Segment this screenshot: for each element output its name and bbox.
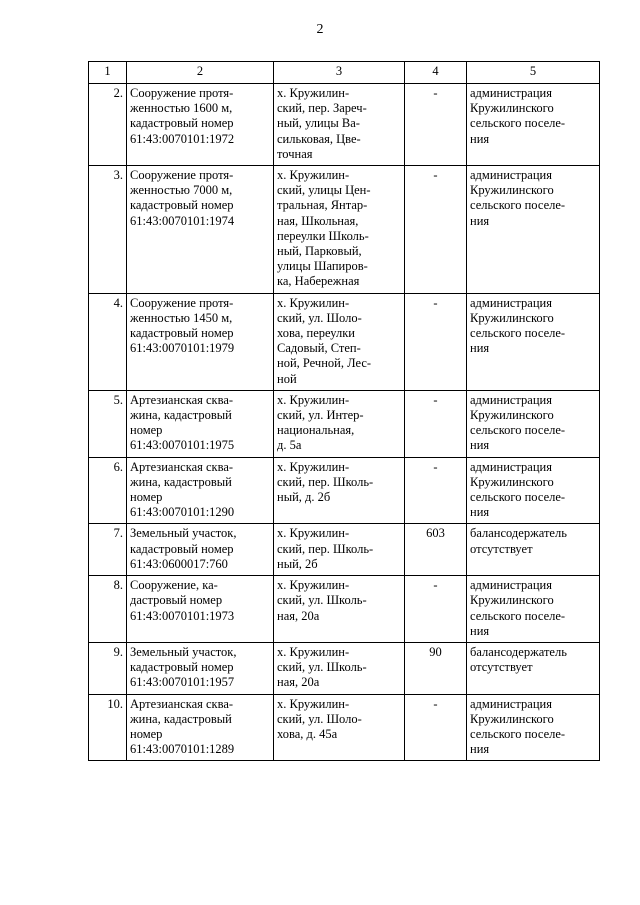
balance-holder-cell: администрация Кружилинского сельского поселе- ния [467,457,600,524]
header-col-5: 5 [467,62,600,84]
object-name-cell: Земельный участок, кадастровый номер 61:43:0070101:1957 [127,642,274,694]
table-row [89,390,600,457]
object-name-cell: Сооружение протя- женностью 1600 м, кадастровый номер 61:43:0070101:1972 [127,84,274,166]
object-name-cell: Артезианская сква- жина, кадастровый номер 61:43:0070101:1975 [127,390,274,457]
table-row [89,576,600,643]
object-area-cell: - [405,576,467,643]
object-name-cell: Сооружение протя- женностью 7000 м, кадастровый номер 61:43:0070101:1974 [127,166,274,294]
row-number-cell: 8. [89,576,127,643]
object-area-cell: - [405,694,467,761]
object-area-cell: - [405,390,467,457]
table-row [89,524,600,576]
balance-holder-cell: администрация Кружилинского сельского поселе- ния [467,390,600,457]
object-area-cell: 603 [405,524,467,576]
object-address-cell: х. Кружилин- ский, пер. Зареч- ный, улицы Ва- сильковая, Цве- точная [274,84,405,166]
table-row [89,642,600,694]
table-row [89,84,600,166]
object-name-cell: Сооружение, ка- дастровый номер 61:43:0070101:1973 [127,576,274,643]
row-number-cell: 4. [89,293,127,390]
table-body [89,62,600,761]
table-row [89,293,600,390]
table-row [89,457,600,524]
row-number-cell: 7. [89,524,127,576]
balance-holder-cell: администрация Кружилинского сельского поселе- ния [467,84,600,166]
object-address-cell: х. Кружилин- ский, пер. Школь- ный, д. 2б [274,457,405,524]
object-address-cell: х. Кружилин- ский, ул. Школь- ная, 20а [274,576,405,643]
object-name-cell: Земельный участок, кадастровый номер 61:43:0600017:760 [127,524,274,576]
row-number-cell: 3. [89,166,127,294]
page-number: 2 [316,22,324,37]
header-col-4: 4 [405,62,467,84]
object-address-cell: х. Кружилин- ский, ул. Шоло- хова, переулки Садовый, Степ- ной, Речной, Лес- ной [274,293,405,390]
object-address-cell: х. Кружилин- ский, ул. Шоло- хова, д. 45а [274,694,405,761]
object-address-cell: х. Кружилин- ский, ул. Интер- национальная, д. 5а [274,390,405,457]
balance-holder-cell: администрация Кружилинского сельского поселе- ния [467,293,600,390]
balance-holder-cell: балансодержатель отсутствует [467,524,600,576]
header-col-3: 3 [274,62,405,84]
balance-holder-cell: администрация Кружилинского сельского поселе- ния [467,166,600,294]
object-area-cell: 90 [405,642,467,694]
object-area-cell: - [405,166,467,294]
object-area-cell: - [405,457,467,524]
header-col-2: 2 [127,62,274,84]
table-row [89,166,600,294]
object-area-cell: - [405,293,467,390]
object-name-cell: Сооружение протя- женностью 1450 м, кадастровый номер 61:43:0070101:1979 [127,293,274,390]
object-name-cell: Артезианская сква- жина, кадастровый номер 61:43:0070101:1289 [127,694,274,761]
object-address-cell: х. Кружилин- ский, ул. Школь- ная, 20а [274,642,405,694]
row-number-cell: 9. [89,642,127,694]
property-table [88,61,600,761]
table-row [89,694,600,761]
row-number-cell: 10. [89,694,127,761]
balance-holder-cell: администрация Кружилинского сельского поселе- ния [467,576,600,643]
object-address-cell: х. Кружилин- ский, пер. Школь- ный, 2б [274,524,405,576]
object-address-cell: х. Кружилин- ский, улицы Цен- тральная, Янтар- ная, Школьная, переулки Школь- ный, Парковый, улицы Шапиров- ка, Набережная [274,166,405,294]
object-area-cell: - [405,84,467,166]
header-col-1: 1 [89,62,127,84]
row-number-cell: 2. [89,84,127,166]
balance-holder-cell: балансодержатель отсутствует [467,642,600,694]
object-name-cell: Артезианская сква- жина, кадастровый номер 61:43:0070101:1290 [127,457,274,524]
balance-holder-cell: администрация Кружилинского сельского поселе- ния [467,694,600,761]
row-number-cell: 5. [89,390,127,457]
table-header-row [89,62,600,84]
row-number-cell: 6. [89,457,127,524]
